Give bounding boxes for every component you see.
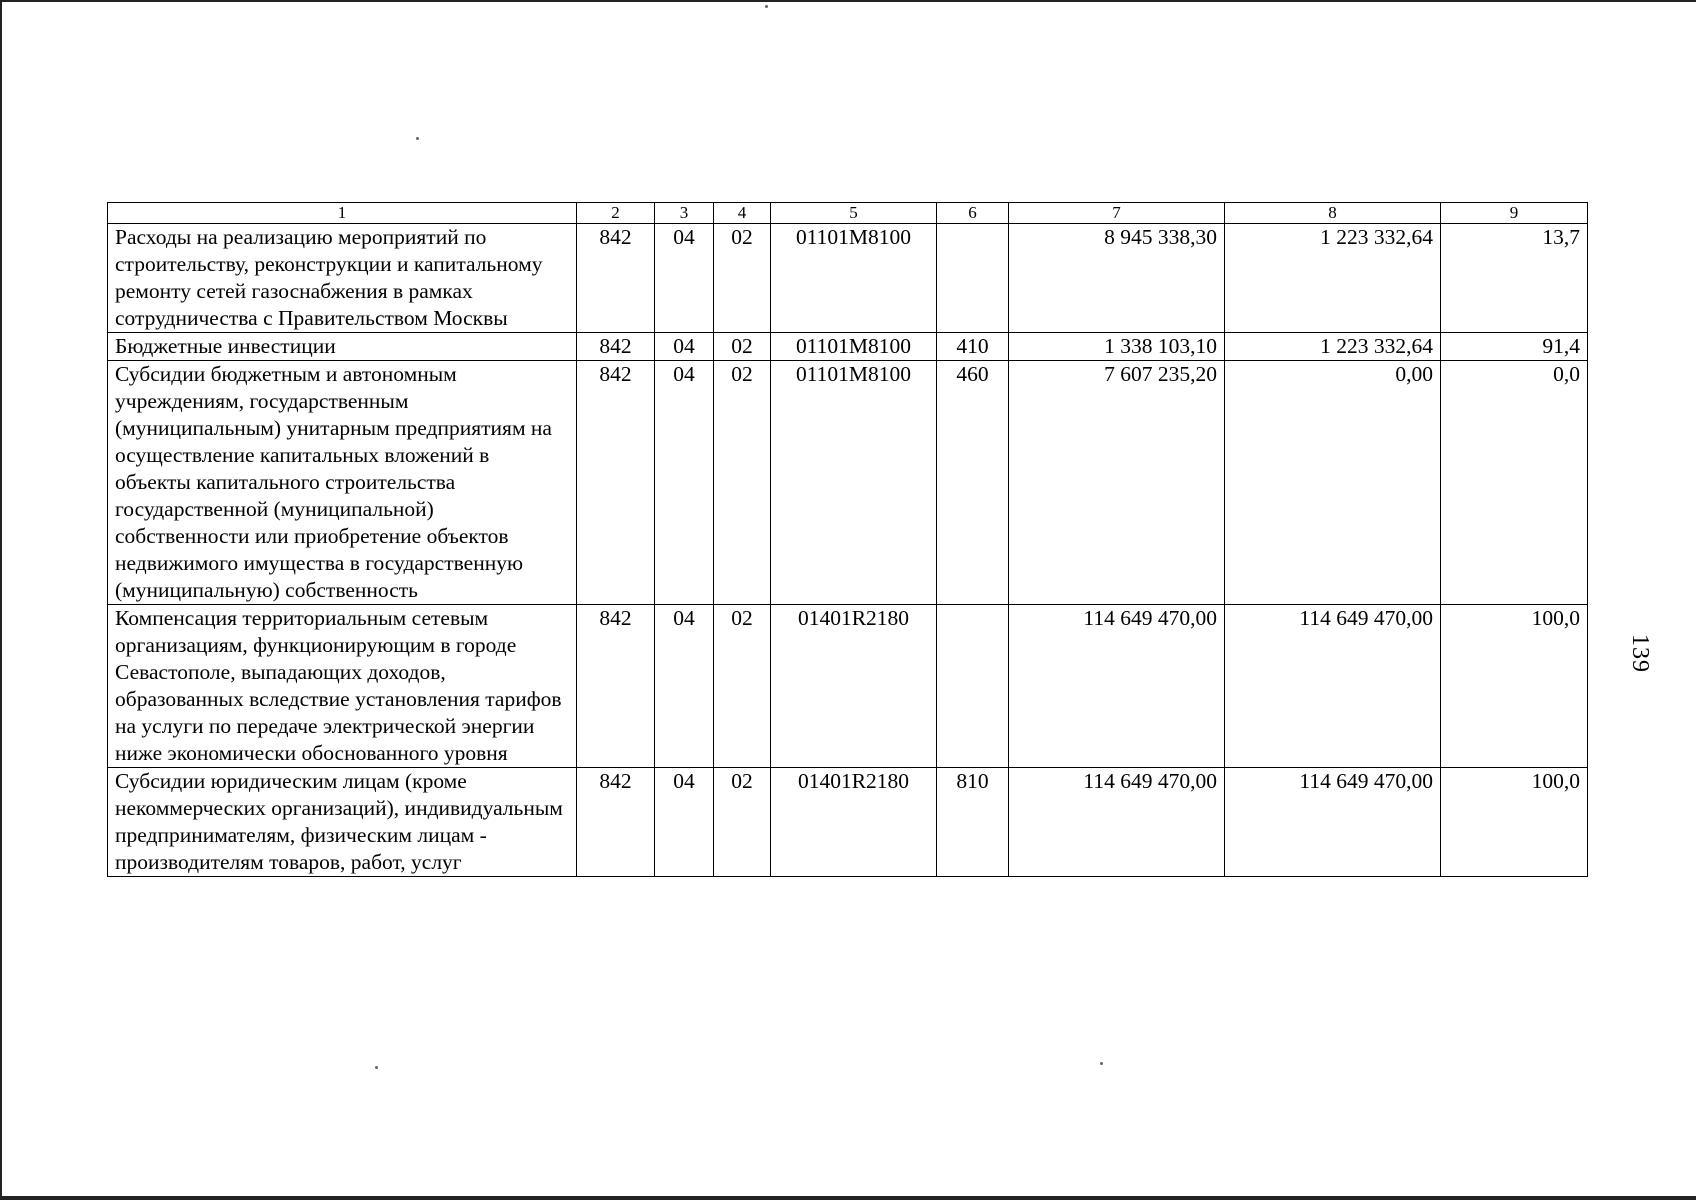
- department-code-cell: 842: [577, 768, 655, 877]
- scan-speck: [416, 137, 419, 140]
- expense-type-cell: [937, 224, 1009, 333]
- target-article-cell: 01101M8100: [771, 224, 937, 333]
- column-number: 3: [655, 203, 714, 224]
- amount-cell: 7 607 235,20: [1009, 361, 1225, 605]
- target-article-cell: 01401R2180: [771, 605, 937, 768]
- executed-amount-cell: 0,00: [1225, 361, 1441, 605]
- percent-cell: 91,4: [1441, 333, 1588, 361]
- column-number: 7: [1009, 203, 1225, 224]
- page-number: 139: [1627, 634, 1653, 673]
- column-number: 2: [577, 203, 655, 224]
- expense-name-cell: Расходы на реализацию мероприятий по строительству, реконструкции и капитальному ремонту сетей газоснабжения в рамках сотрудничества с Правительством Москвы: [108, 224, 577, 333]
- expense-type-cell: [937, 605, 1009, 768]
- section-cell: 04: [655, 224, 714, 333]
- amount-cell: 114 649 470,00: [1009, 768, 1225, 877]
- section-cell: 04: [655, 333, 714, 361]
- budget-table: [107, 202, 1588, 877]
- subsection-cell: 02: [714, 605, 771, 768]
- column-number: 5: [771, 203, 937, 224]
- table-row: [108, 333, 1588, 361]
- subsection-cell: 02: [714, 333, 771, 361]
- target-article-cell: 01401R2180: [771, 768, 937, 877]
- percent-cell: 100,0: [1441, 768, 1588, 877]
- scan-speck: [765, 5, 768, 8]
- column-number: 9: [1441, 203, 1588, 224]
- section-cell: 04: [655, 768, 714, 877]
- target-article-cell: 01101M8100: [771, 333, 937, 361]
- amount-cell: 8 945 338,30: [1009, 224, 1225, 333]
- percent-cell: 0,0: [1441, 361, 1588, 605]
- table-row: [108, 224, 1588, 333]
- target-article-cell: 01101M8100: [771, 361, 937, 605]
- department-code-cell: 842: [577, 333, 655, 361]
- amount-cell: 114 649 470,00: [1009, 605, 1225, 768]
- executed-amount-cell: 1 223 332,64: [1225, 224, 1441, 333]
- column-number-row: [108, 203, 1588, 224]
- department-code-cell: 842: [577, 224, 655, 333]
- amount-cell: 1 338 103,10: [1009, 333, 1225, 361]
- percent-cell: 13,7: [1441, 224, 1588, 333]
- expense-type-cell: 410: [937, 333, 1009, 361]
- column-number: 6: [937, 203, 1009, 224]
- subsection-cell: 02: [714, 224, 771, 333]
- expense-name-cell: Субсидии бюджетным и автономным учреждениям, государственным (муниципальным) унитарным предприятиям на осуществление капитальных вложений в объекты капитального строительства государственной (муниципальной) собственности или приобретение объектов недвижимого имущества в государственную (муниципальную) собственность: [108, 361, 577, 605]
- table-row: [108, 768, 1588, 877]
- column-number: 4: [714, 203, 771, 224]
- subsection-cell: 02: [714, 768, 771, 877]
- expense-type-cell: 810: [937, 768, 1009, 877]
- expense-name-cell: Бюджетные инвестиции: [108, 333, 577, 361]
- column-number: 8: [1225, 203, 1441, 224]
- department-code-cell: 842: [577, 605, 655, 768]
- expense-name-cell: Компенсация территориальным сетевым организациям, функционирующим в городе Севастополе, выпадающих доходов, образованных вследствие установления тарифов на услуги по передаче электрической энергии ниже экономически обоснованного уровня: [108, 605, 577, 768]
- expense-type-cell: 460: [937, 361, 1009, 605]
- subsection-cell: 02: [714, 361, 771, 605]
- column-number: 1: [108, 203, 577, 224]
- section-cell: 04: [655, 361, 714, 605]
- executed-amount-cell: 114 649 470,00: [1225, 768, 1441, 877]
- table-row: [108, 605, 1588, 768]
- department-code-cell: 842: [577, 361, 655, 605]
- table-row: [108, 361, 1588, 605]
- scan-speck: [1100, 1062, 1103, 1065]
- executed-amount-cell: 114 649 470,00: [1225, 605, 1441, 768]
- expense-name-cell: Субсидии юридическим лицам (кроме некоммерческих организаций), индивидуальным предпринимателям, физическим лицам - производителям товаров, работ, услуг: [108, 768, 577, 877]
- scan-speck: [375, 1066, 378, 1069]
- executed-amount-cell: 1 223 332,64: [1225, 333, 1441, 361]
- percent-cell: 100,0: [1441, 605, 1588, 768]
- section-cell: 04: [655, 605, 714, 768]
